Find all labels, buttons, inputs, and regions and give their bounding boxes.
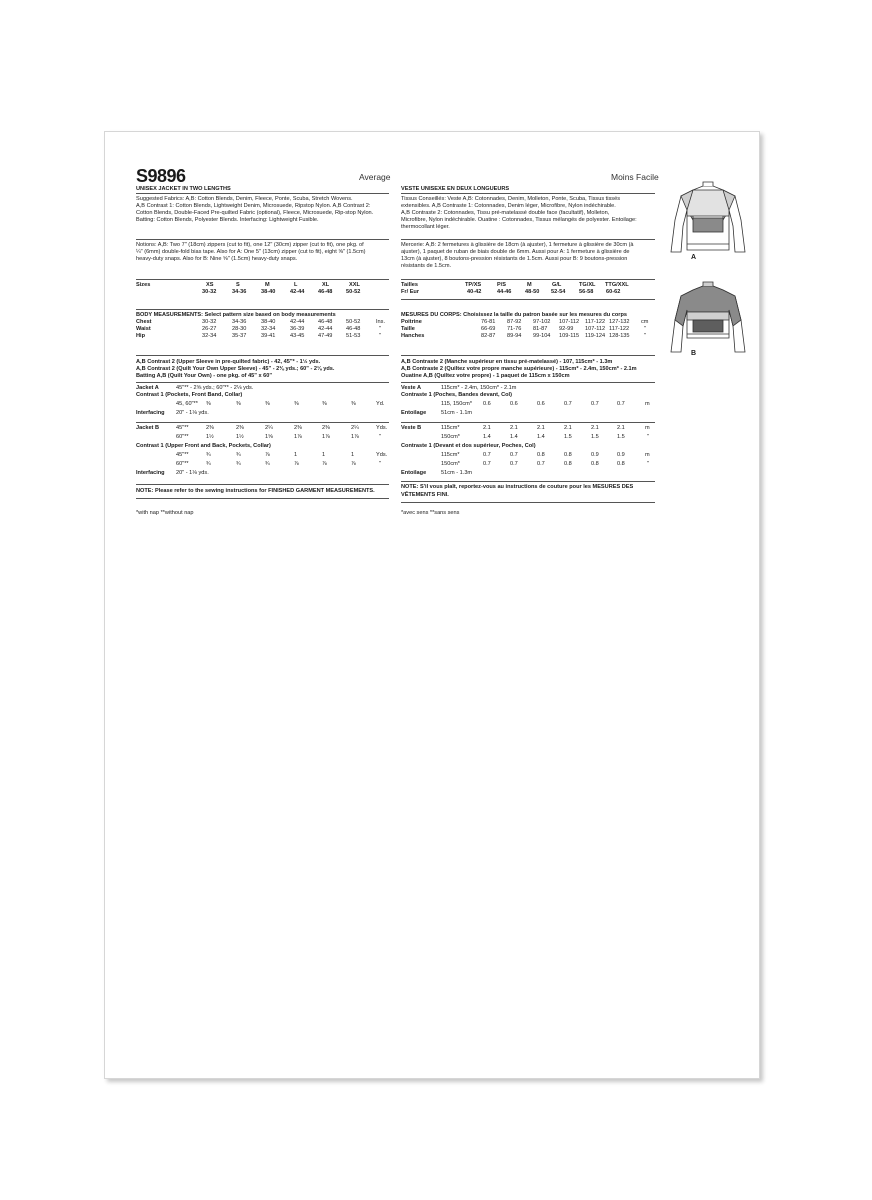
cell: 0.8 [591,461,599,467]
table-row [136,401,389,408]
divider [136,422,389,423]
interfacing-value: 20" - 1⅛ yds. [176,470,209,476]
table-row [136,319,389,326]
cell: 42-44 [318,326,333,332]
en-jacket-b-table [136,425,389,477]
size-number: 30-32 [202,289,217,295]
cell: 42-44 [290,319,305,325]
fr-contrast2-quilt-own: A,B Contraste 2 (Quiltez votre propre manche supérieure) - 115cm* - 2.4m, 150cm* - 2.1m [401,366,637,372]
row-label: 115cm* [441,452,460,458]
en-sizes-table [136,282,389,296]
fr-notions-4: résistants de 1.5cm. [401,263,452,269]
fr-fabrics-3: A,B Contraste 2: Cotonnades, Tissu pré-matelassé double face (facultatif), Molleton, [401,210,610,216]
size-header: G/L [552,282,562,288]
cell: 38-40 [261,319,276,325]
size-header: M [527,282,532,288]
size-header: L [294,282,298,288]
fr-veste-b-table [401,425,655,477]
divider [401,481,655,482]
en-body-heading: BODY MEASUREMENTS: Select pattern size based on body measurements [136,312,336,318]
size-header: S [236,282,240,288]
cell: ⅞ [322,461,327,467]
cell: ⅞ [351,461,356,467]
table-row [401,401,655,408]
row-label: 150cm* [441,461,460,467]
table-row [136,326,389,333]
cell: 2¼ [351,425,359,431]
cell: 34-36 [232,319,247,325]
interfacing-value: 20" - 1⅛ yds. [176,410,209,416]
en-fabrics-2: A,B Contrast 1: Cotton Blends, Lightweight Denim, Microsuede, Ripstop Nylon. A,B Contrast 2: [136,203,371,209]
contrast1-heading: Contrast 1 (Pockets, Front Band, Collar) [136,392,243,398]
table-row [401,461,655,468]
table-row [136,333,389,340]
divider [136,309,389,310]
cell: 0.7 [510,461,518,467]
cell: 0.8 [537,452,545,458]
divider [136,355,389,356]
size-number: 56-58 [579,289,594,295]
unit: " [647,461,649,467]
figure-label-a: A [691,254,697,261]
unit: m [645,425,650,431]
size-header: TG/XL [579,282,596,288]
jacket-b-illustration [663,280,753,364]
en-fabrics [136,196,391,224]
jacket-a-label: Jacket A [136,385,159,391]
cell: 47-49 [318,333,333,339]
en-batting: Batting A,B (Quilt Your Own) - one pkg. of 45" x 60" [136,373,273,379]
divider [136,498,389,499]
fr-notions-2: ajuster), 1 paquet de ruban de biais double de 6mm. Aussi pour A: 1 fermeture à glissière de [401,249,630,255]
cell: 26-27 [202,326,217,332]
cell: 1.5 [591,434,599,440]
unit: " [379,326,381,332]
cell: 87-92 [507,319,522,325]
cell: ⅜ [265,401,270,407]
jacket-a-illustration [663,180,753,256]
entoilage-label: Entoilage [401,410,427,416]
fr-footnote: *avec sens **sans sens [401,510,460,516]
en-title: UNISEX JACKET IN TWO LENGTHS [136,186,231,192]
table-row [136,425,389,432]
cell: 1.4 [537,434,545,440]
cell: 117-122 [585,319,606,325]
cell: 39-41 [261,333,276,339]
divider [136,193,389,194]
divider [401,299,655,300]
unit: Yd. [376,401,385,407]
cell: 82-87 [481,333,496,339]
size-number: 42-44 [290,289,305,295]
row-label: 115, 150cm* [441,401,472,407]
fr-title: VESTE UNISEXE EN DEUX LONGUEURS [401,186,510,192]
en-notions [136,242,391,263]
cell: 2.1 [617,425,625,431]
cell: 0.8 [617,461,625,467]
fr-notions-3: 13cm (à ajuster), 8 boutons-pression résistants de 1.5cm. Aussi pour B: 9 boutons-pression [401,256,628,262]
cell: 107-112 [559,319,580,325]
size-number: 52-54 [551,289,566,295]
divider [401,382,655,383]
cell: 66-69 [481,326,496,332]
cell: 0.6 [510,401,518,407]
cell: 1⅝ [265,434,273,440]
entoilage-label: Entoilage [401,470,427,476]
cell: 1 [294,452,298,458]
unit: " [379,461,381,467]
size-number: 46-48 [318,289,333,295]
fr-sizes-sub: Fr/ Eur [401,289,420,295]
cell: 36-39 [290,326,305,332]
table-row [136,461,389,468]
cell: 51-53 [346,333,361,339]
fr-fabrics-1: Tissus Conseillés: Veste A,B: Cotonnades, Denim, Molleton, Ponte, Scuba, Tissus tissés [401,196,620,202]
divider [136,279,389,280]
table-row [136,452,389,459]
cell: 1½ [236,434,244,440]
cell: 127-132 [609,319,630,325]
unit: " [644,326,646,332]
cell: 76-81 [481,319,496,325]
unit: " [379,333,381,339]
cell: 46-48 [346,326,361,332]
en-notions-2: ¼" (6mm) double-fold bias tape. Also for A: One 5" (13cm) zipper (cut to fit), eight ⅝" (1.5cm) [136,249,366,255]
cell: 2.1 [510,425,518,431]
row-label: Hanches [401,333,425,339]
divider [136,239,389,240]
cell: 0.7 [564,401,572,407]
fr-sizes-label: Tailles [401,282,418,288]
unit: " [379,434,381,440]
row-label: 150cm* [441,434,460,440]
en-fabrics-1: Suggested Fabrics: A,B: Cotton Blends, Denim, Fleece, Ponte, Scuba, Stretch Wovens. [136,196,353,202]
size-header: M [265,282,270,288]
fr-note-2: VÊTEMENTS FINI. [401,492,449,498]
interfacing-label: Interfacing [136,470,165,476]
cell: ⅞ [265,452,270,458]
divider [401,422,655,423]
cell: 0.9 [617,452,625,458]
fr-fabrics-2: extensibles. A,B Contraste 1: Cotonnades, Denim léger, Microfibre, Nylon indéchirable. [401,203,616,209]
en-sizes-label: Sizes [136,282,151,288]
row-label: 60"** [176,434,189,440]
fr-contrast2-prequilted: A,B Contraste 2 (Manche supérieur en tissu pré-matelassé) - 107, 115cm* - 1.3m [401,359,613,365]
cell: 81-87 [533,326,548,332]
en-notions-1: Notions: A,B: Two 7" (18cm) zippers (cut to fit), one 12" (30cm) zipper (cut to fit), one pkg. of [136,242,364,248]
unit: m [645,401,650,407]
cell: ⅜ [294,401,299,407]
row-label: Taille [401,326,415,332]
fr-yardage [401,359,655,380]
table-row [401,333,655,340]
entoilage-value: 51cm - 1.1m [441,410,473,416]
veste-a-label: Veste A [401,385,422,391]
cell: 1⅞ [294,434,302,440]
fr-contrast1-heading: Contraste 1 (Poches, Bandes devant, Col) [401,392,512,398]
fr-notions [401,242,656,270]
table-row [136,434,389,441]
unit: Yds. [376,425,388,431]
cell: 99-104 [533,333,551,339]
fr-fabrics-5: thermocollant léger. [401,224,450,230]
cell: ¾ [236,452,241,458]
veste-a-value: 115cm* - 2.4m, 150cm* - 2.1m [441,385,517,391]
divider [401,355,655,356]
size-header: XL [322,282,330,288]
en-jacket-table [136,385,389,417]
cell: ⅜ [236,401,241,407]
en-fabrics-3: Cotton Blends, Double-Faced Pre-quilted Fabric (optional), Fleece, Microsuede, Rip-stop Nylon. [136,210,374,216]
row-label: 45, 60"** [176,401,198,407]
jacket-a-value: 45"** - 2⅝ yds.; 60"** - 2⅛ yds. [176,385,254,391]
cell: 0.7 [537,461,545,467]
cell: ¾ [206,461,211,467]
en-notions-3: heavy-duty snaps. Also for B: Nine ⅝" (1.5cm) heavy-duty snaps. [136,256,298,262]
figure-label-b: B [691,350,697,357]
cell: 1⅞ [351,434,359,440]
size-number: 60-62 [606,289,621,295]
row-label: Waist [136,326,151,332]
table-row [401,452,655,459]
table-row [401,319,655,326]
cell: 128-135 [609,333,630,339]
cell: 46-48 [318,319,333,325]
en-body-measurements [136,312,389,340]
cell: 0.8 [564,461,572,467]
cell: 89-94 [507,333,522,339]
cell: 2.1 [564,425,572,431]
cell: 32-34 [261,326,276,332]
cell: 2.1 [483,425,491,431]
fr-batting: Ouatine A,B (Quiltez votre propre) - 1 paquet de 115cm x 150cm [401,373,570,379]
cell: 0.7 [483,461,491,467]
fr-body-heading: MESURES DU CORPS: Choisissez la taille du patron basée sur les mesures du corps [401,312,627,318]
cell: 119-124 [585,333,606,339]
size-header: XS [206,282,214,288]
en-yardage [136,359,389,380]
cell: ¾ [236,461,241,467]
cell: 1 [322,452,326,458]
cell: ⅜ [206,401,211,407]
cell: ¾ [206,452,211,458]
unit: cm [641,319,649,325]
pattern-sheet [104,131,760,1079]
unit: " [647,434,649,440]
en-contrast2-quilt-own: A,B Contrast 2 (Quilt Your Own Upper Sleeve) - 45" - 2⅜ yds.; 60" - 2⅛ yds. [136,366,335,372]
cell: ⅜ [322,401,327,407]
cell: 0.9 [591,452,599,458]
cell: 1½ [206,434,214,440]
cell: 2.1 [591,425,599,431]
cell: 1⅞ [322,434,330,440]
fr-fabrics-4: Microfibre, Nylon indéchirable. Ouatine : Cotonnades, Tissus mélangés de polyester. Entoilage: [401,217,637,223]
table-row [401,434,655,441]
en-footnote: *with nap **without nap [136,510,194,516]
table-row [401,326,655,333]
row-label: 45"** [176,452,189,458]
cell: ⅞ [294,461,299,467]
cell: 107-112 [585,326,606,332]
cell: 2⅜ [294,425,302,431]
level-en: Average [359,172,391,182]
fr-body-measurements [401,312,655,340]
fr-contrast1b-heading: Contraste 1 (Devant et dos supérieur, Poches, Col) [401,443,536,449]
size-header: TTG/XXL [605,282,629,288]
table-row [401,425,655,432]
cell: 0.7 [483,452,491,458]
row-label: Hip [136,333,146,339]
english-column [136,186,391,193]
cell: 43-45 [290,333,305,339]
cell: 1.4 [483,434,491,440]
size-header: P/S [497,282,507,288]
en-fabrics-4: Batting: Cotton Blends, Polyester Blends. Interfacing: Lightweight Fusible. [136,217,319,223]
cell: ⅜ [351,401,356,407]
size-number: 50-52 [346,289,361,295]
unit: Yds. [376,452,388,458]
size-number: 38-40 [261,289,276,295]
divider [401,239,655,240]
level-fr: Moins Facile [611,172,659,182]
fr-fabrics [401,196,656,231]
entoilage-value: 51cm - 1.3m [441,470,473,476]
cell: 0.6 [537,401,545,407]
cell: 0.6 [483,401,491,407]
cell: 117-122 [609,326,630,332]
size-number: 44-46 [497,289,512,295]
row-label: Chest [136,319,152,325]
size-header: XXL [349,282,360,288]
cell: 71-76 [507,326,522,332]
cell: 109-115 [559,333,580,339]
cell: 2⅜ [236,425,244,431]
cell: 0.7 [510,452,518,458]
cell: 97-102 [533,319,551,325]
cell: 92-99 [559,326,574,332]
jacket-b-label: Jacket B [136,425,160,431]
size-header: TP/XS [465,282,482,288]
cell: 1.4 [510,434,518,440]
cell: 50-52 [346,319,361,325]
divider [136,382,389,383]
fr-note-1: NOTE: S'il vous plaît, reportez-vous au instructions de couture pour les MESURES DES [401,484,634,490]
pattern-code: S9896 [136,166,186,186]
cell: 2¼ [265,425,273,431]
cell: 2⅜ [206,425,214,431]
size-number: 34-36 [232,289,247,295]
cell: 32-34 [202,333,217,339]
divider [401,279,655,280]
divider [136,484,389,485]
veste-b-label: Veste B [401,425,422,431]
cell: 1.5 [564,434,572,440]
cell: ¾ [265,461,270,467]
unit: Ins. [376,319,386,325]
fr-veste-table [401,385,655,417]
cell: 0.7 [591,401,599,407]
divider [401,193,655,194]
en-contrast2-prequilted: A,B Contrast 2 (Upper Sleeve in pre-quilted fabric) - 42, 45"* - 1½ yds. [136,359,321,365]
cell: 1.5 [617,434,625,440]
french-column [401,186,656,193]
cell: 28-30 [232,326,247,332]
cell: 2.1 [537,425,545,431]
divider [401,502,655,503]
fr-notions-1: Mercerie: A,B: 2 fermetures à glissière de 18cm (à ajuster), 1 fermeture à glissière de 30cm (à [401,242,634,248]
unit: " [644,333,646,339]
en-note: NOTE: Please refer to the sewing instructions for FINISHED GARMENT MEASUREMENTS. [136,488,375,494]
row-label: 60"** [176,461,189,467]
size-number: 48-50 [525,289,540,295]
cell: 0.7 [617,401,625,407]
row-label: 45"** [176,425,189,431]
unit: m [645,452,650,458]
contrast1b-heading: Contrast 1 (Upper Front and Back, Pockets, Collar) [136,443,271,449]
cell: 2⅜ [322,425,330,431]
cell: 1 [351,452,355,458]
row-label: Poitrine [401,319,422,325]
interfacing-label: Interfacing [136,410,165,416]
cell: 0.8 [564,452,572,458]
fr-sizes-table [401,282,655,296]
cell: 35-37 [232,333,247,339]
cell: 30-32 [202,319,217,325]
row-label: 115cm* [441,425,460,431]
size-number: 40-42 [467,289,482,295]
